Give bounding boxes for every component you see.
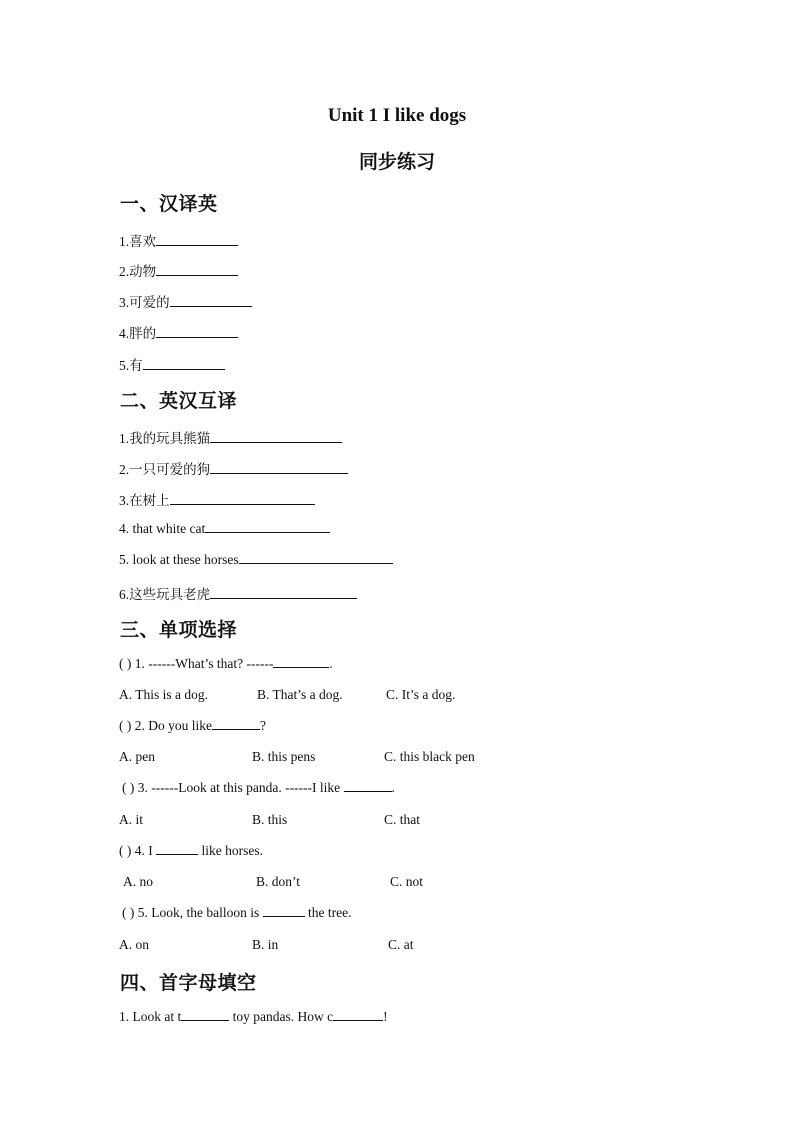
- option-b: B. in: [252, 937, 279, 952]
- list-item: 1. Look at t toy pandas. How c !: [119, 1009, 388, 1024]
- answer-blank[interactable]: [239, 552, 393, 564]
- option-b: B. this: [252, 812, 288, 827]
- section-heading-2: 二、英汉互译: [120, 391, 238, 412]
- list-item: 2.动物: [119, 260, 238, 280]
- question-stem: ( ) 2. Do you like ?: [119, 718, 266, 733]
- answer-blank[interactable]: [181, 1009, 229, 1021]
- section-heading-3: 三、单项选择: [120, 620, 238, 641]
- list-item: 5.有: [119, 354, 225, 374]
- answer-blank[interactable]: [273, 656, 329, 668]
- option-a: A. on: [119, 937, 149, 952]
- question-stem: ( ) 3. ------Look at this panda. ------I like .: [122, 780, 395, 795]
- answer-blank[interactable]: [143, 358, 225, 370]
- answer-blank[interactable]: [210, 431, 342, 443]
- option-c: C. that: [384, 812, 420, 827]
- answer-blank[interactable]: [210, 587, 357, 599]
- question-stem: ( ) 4. I like horses.: [119, 843, 263, 858]
- option-b: B. That’s a dog.: [257, 687, 343, 702]
- answer-blank[interactable]: [205, 521, 330, 533]
- answer-blank[interactable]: [156, 264, 238, 276]
- option-c: C. not: [390, 874, 424, 889]
- list-item: 3.可爱的: [119, 291, 252, 311]
- question-stem: ( ) 5. Look, the balloon is the tree.: [122, 905, 352, 920]
- list-item: 1.喜欢: [119, 230, 238, 250]
- option-a: A. pen: [119, 749, 155, 764]
- option-b: B. don’t: [256, 874, 301, 889]
- option-c: C. It’s a dog.: [386, 687, 456, 702]
- list-item: 6.这些玩具老虎: [119, 583, 357, 603]
- page-title: Unit 1 I like dogs: [327, 105, 467, 126]
- section-heading-1: 一、汉译英: [120, 194, 218, 215]
- answer-blank[interactable]: [263, 905, 305, 917]
- list-item: 3.在树上: [119, 489, 315, 509]
- answer-blank[interactable]: [170, 493, 315, 505]
- option-b: B. this pens: [252, 749, 316, 764]
- answer-blank[interactable]: [212, 718, 260, 730]
- question-stem: ( ) 1. ------What’s that? ------ .: [119, 656, 333, 671]
- list-item: 5. look at these horses: [119, 552, 393, 568]
- answer-blank[interactable]: [156, 326, 238, 338]
- list-item: 1.我的玩具熊猫: [119, 427, 342, 447]
- page-subtitle: 同步练习: [358, 152, 435, 173]
- answer-blank[interactable]: [156, 234, 238, 246]
- list-item: 4.胖的: [119, 322, 238, 342]
- option-a: A. This is a dog.: [119, 687, 209, 702]
- list-item: 4. that white cat: [119, 521, 330, 537]
- answer-blank[interactable]: [333, 1009, 383, 1021]
- option-a: A. it: [119, 812, 144, 827]
- section-heading-4: 四、首字母填空: [120, 973, 257, 994]
- option-c: C. at: [388, 937, 414, 952]
- option-a: A. no: [123, 874, 153, 889]
- answer-blank[interactable]: [156, 843, 198, 855]
- list-item: 2.一只可爱的狗: [119, 458, 348, 478]
- option-c: C. this black pen: [384, 749, 475, 764]
- answer-blank[interactable]: [210, 462, 348, 474]
- answer-blank[interactable]: [344, 780, 392, 792]
- answer-blank[interactable]: [170, 295, 252, 307]
